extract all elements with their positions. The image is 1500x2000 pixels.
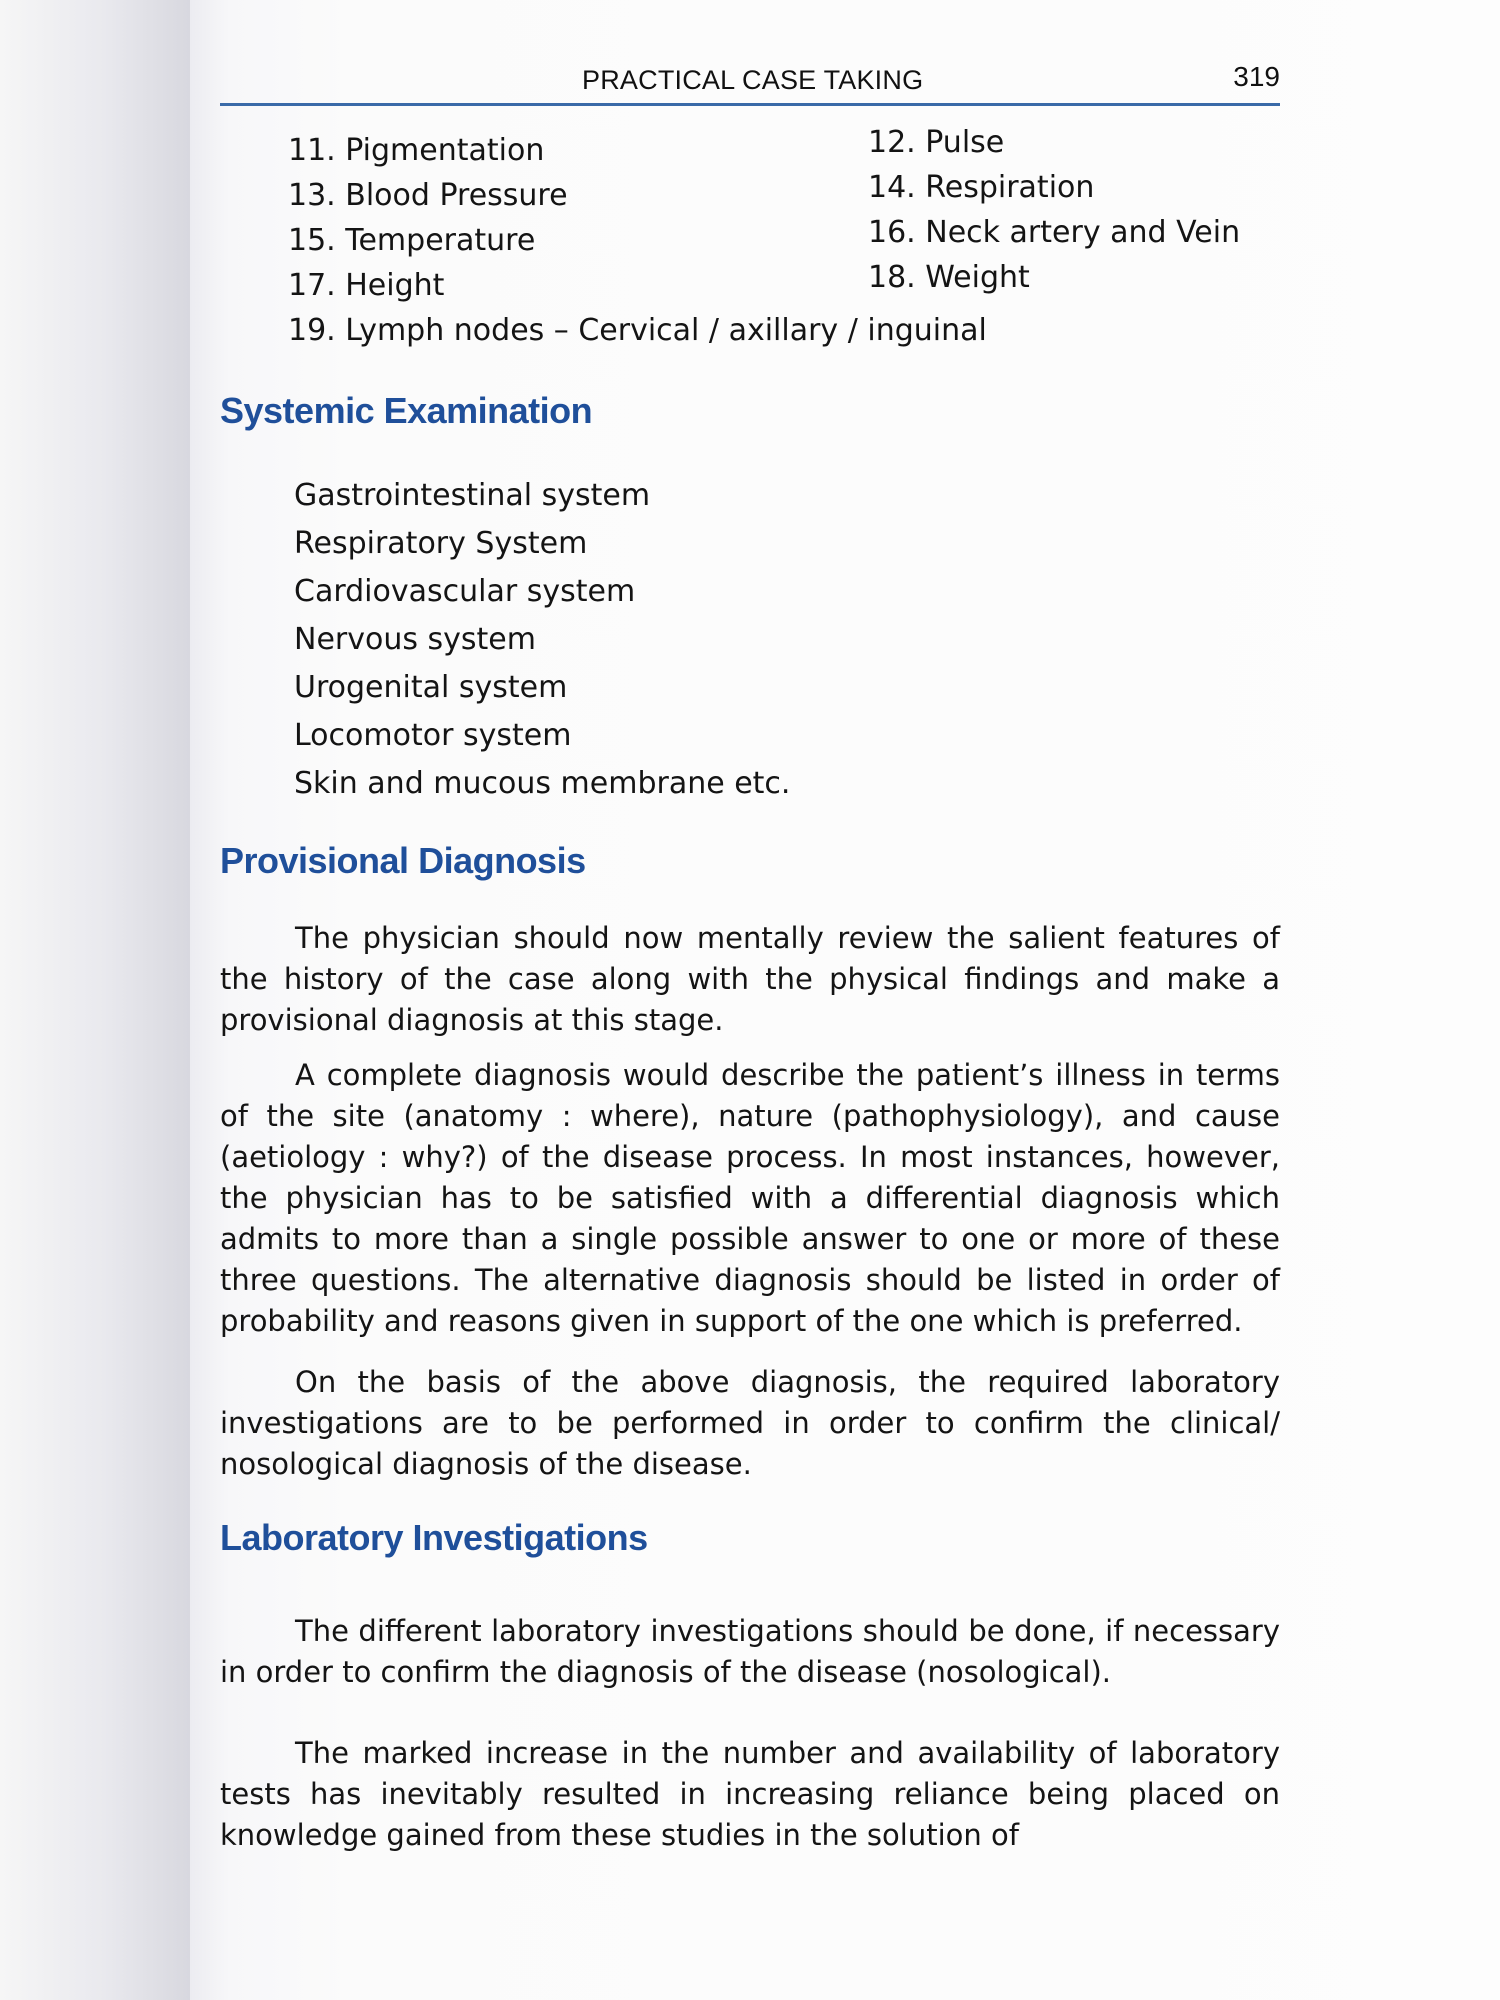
section-heading-provisional: Provisional Diagnosis	[220, 840, 586, 881]
running-header	[220, 55, 1280, 106]
paragraph: The physician should now mentally review the salient features of the history of the case along with the physical findings and make a provisional diagnosis at this stage.	[220, 921, 1280, 1037]
list-item: Cardiovascular system	[294, 574, 636, 609]
running-title: PRACTICAL CASE TAKING	[582, 65, 924, 95]
list-item: Skin and mucous membrane etc.	[294, 766, 791, 801]
page-number: 319	[1233, 61, 1280, 92]
list-item: 19. Lymph nodes – Cervical / axillary / inguinal	[288, 313, 987, 348]
list-item: 11. Pigmentation	[288, 133, 545, 168]
paragraph: A complete diagnosis would describe the patient’s illness in terms of the site (anatomy : where), nature (pathophysiology), and cause (aetiology : why?) of the disease process. In most instances, however, the physician has to be satisfied with a differential diagnosis which admits to more than a single possible answer to one or more of these three questions. The alternative diagnosis should be listed in order of probability and reasons given in support of the one which is preferred.	[220, 1058, 1280, 1338]
paragraph: The marked increase in the number and availability of laboratory tests has inevitably resulted in increasing reliance being placed on knowledge gained from these studies in the solution of	[220, 1736, 1280, 1852]
list-item: Locomotor system	[294, 718, 572, 753]
vitals-column-right	[868, 120, 1288, 300]
list-item: 15. Temperature	[288, 223, 536, 258]
page-gutter	[0, 0, 190, 2000]
section-heading-systemic: Systemic Examination	[220, 390, 593, 431]
list-item: 17. Height	[288, 268, 445, 303]
list-item: 12. Pulse	[868, 125, 1005, 160]
list-item: Respiratory System	[294, 526, 588, 561]
page-content	[220, 55, 1280, 1856]
list-item: 18. Weight	[868, 260, 1030, 295]
section-heading-laboratory: Laboratory Investigations	[220, 1517, 648, 1558]
list-item: Urogenital system	[294, 670, 568, 705]
list-item: Gastrointestinal system	[294, 478, 651, 513]
systems-list	[294, 472, 1280, 808]
list-item: Nervous system	[294, 622, 536, 657]
paragraph: The different laboratory investigations should be done, if necessary in order to confirm the diagnosis of the disease (nosological).	[220, 1614, 1280, 1689]
paragraph: On the basis of the above diagnosis, the required laboratory investigations are to be performed in order to confirm the clinical/ nosological diagnosis of the disease.	[220, 1365, 1280, 1481]
vitals-list	[220, 125, 1280, 360]
list-item: 14. Respiration	[868, 170, 1095, 205]
list-item: 16. Neck artery and Vein	[868, 215, 1241, 250]
vitals-column-left	[288, 128, 848, 308]
list-item: 13. Blood Pressure	[288, 178, 568, 213]
